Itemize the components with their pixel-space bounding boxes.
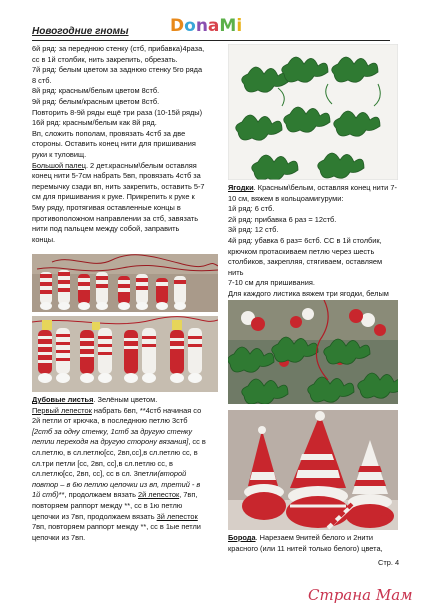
text-span: . Зелёным цветом.: [93, 395, 158, 404]
header-divider: [32, 40, 390, 41]
text-span: . Красным\белым, оставляя конец нити 7-: [253, 183, 397, 192]
text-line: см для пришивания к руке. Прикрепить к руке к: [32, 192, 195, 202]
text-line: Для каждого листика вяжем три ягодки, белым: [228, 288, 389, 298]
text-line: 2й ряд: прибавка 6 раз = 12стб.: [228, 214, 337, 224]
text-line: 9й ряд: белым/красным цветом 8стб.: [32, 96, 160, 106]
text-line: конец нити 5-7см набрать 5вп, провязать 4стб за: [32, 171, 201, 181]
text-line: нити под пальцем между собой, заправить: [32, 224, 180, 234]
brand-letter: o: [184, 16, 196, 36]
brand-letter: n: [195, 16, 208, 36]
arms-photo-1: [32, 254, 218, 312]
gnomes-photo: [228, 410, 398, 530]
text-line: [32, 437, 220, 448]
text-line: [2стб за одну стенку, 1стб за другую стенку: [32, 426, 193, 436]
text-line: 3й ряд: 12 стб.: [228, 225, 279, 235]
berries-heading: Ягодки: [228, 183, 254, 192]
text-line: сс в 1й столбик, нить закрепить, обрезать.: [32, 54, 178, 64]
brand-letter: D: [170, 16, 185, 36]
text-line: [228, 183, 398, 194]
text-line: повтор – в 6ю петлю цепочки из вп, третий - в: [32, 479, 201, 489]
text-line: цепочки из 7вп.: [32, 532, 86, 542]
site-watermark: Страна Мам: [308, 586, 413, 604]
text-line: [32, 490, 220, 501]
brand-letter: i: [236, 16, 243, 36]
text-line: крючком протаскиваем петлю через шесть: [228, 246, 375, 256]
third-petal-label: 3й лепесток: [156, 511, 198, 521]
brand-letter: a: [207, 16, 220, 36]
text-span: цепочки из 7вп, продолжаем вязать: [32, 511, 157, 521]
text-span: сл.петлю[сс, 2вп, сс], сс в сл. 3петли: [32, 469, 158, 479]
brand-logo: [170, 16, 242, 38]
beard-heading: Борода: [228, 533, 256, 542]
text-line: стороны. Оставить конец нити для пришивания: [32, 139, 196, 149]
text-line: сл.петлю, в сл.петлю[сс, 2вп,сс],в сл.петлю сс, в: [32, 447, 198, 457]
instructions-right-mid: [228, 183, 398, 310]
holly-berries-photo: [228, 300, 398, 404]
text-line: 10 см, вяжем в кольцоамигуруми:: [228, 193, 344, 203]
text-line: [32, 161, 220, 172]
text-line: [32, 469, 220, 480]
text-line: перемычку сзади вп, нить закрепить, оставить 5-7: [32, 181, 205, 191]
text-span: петли переходя на другую сторону вязания]: [32, 437, 189, 447]
text-line: 5му ряду, протягивая оставленные концы в: [32, 202, 181, 212]
text-line: [228, 533, 398, 544]
text-line: руки к туловищ.: [32, 149, 87, 159]
text-span: , 7вп,: [179, 490, 198, 500]
document-title: Новогодние гномы: [32, 26, 129, 37]
text-span: . Нарезаем 9нитей белого и 2нити: [255, 533, 374, 542]
text-span: (второй: [157, 469, 187, 479]
second-petal-label: 2й лепесток: [138, 490, 180, 500]
text-line: 7й ряд: белым цветом за заднюю стенку 5го ряда: [32, 65, 203, 75]
oak-leaves-heading: Дубовые листья: [32, 395, 94, 404]
page-number: Стр. 4: [378, 558, 400, 567]
leaves-photo: [228, 44, 398, 180]
arms-photo-2: [32, 316, 218, 392]
text-line: [32, 512, 220, 523]
instructions-left-bottom: [32, 395, 220, 543]
text-line: противоположном направлении за стб, завязать: [32, 213, 199, 223]
text-line: красного (или 11 нитей только белого) цвета,: [228, 543, 383, 553]
text-line: Повторить 8-9й ряды ещё три раза (10-15й ряды): [32, 107, 203, 117]
text-span: , сс в: [188, 437, 206, 447]
instructions-right-bottom: [228, 533, 398, 554]
thumb-heading: Большой палец: [32, 160, 86, 170]
text-line: [32, 406, 220, 417]
text-line: Вп, сложить пополам, провязать 4стб за две: [32, 128, 186, 138]
text-line: 16й ряд: красным/белым как 8й ряд.: [32, 118, 157, 128]
text-line: концы.: [32, 234, 56, 244]
text-line: 6й ряд: за переднюю стенку (стб, прибавка)4раза,: [32, 44, 205, 53]
text-span: 1й стб): [32, 490, 59, 500]
text-span: . 2 дет.красным\белым оставляя: [85, 160, 197, 170]
text-line: сл.три петли [сс, 2вп, сс],в сл.петлю сс, в: [32, 458, 173, 468]
text-line: 4й ряд: убавка 6 раз= 6стб. СС в 1й столбик,: [228, 235, 382, 245]
text-line: 8 стб.: [32, 75, 52, 85]
text-span: набрать 6вп, **4стб начиная со: [91, 405, 202, 415]
text-line: 1й ряд: 6 стб.: [228, 204, 275, 214]
instructions-left-top: [32, 44, 220, 245]
first-petal-heading: Первый лепесток: [32, 405, 92, 415]
text-line: столбиков, закрепляя, стягиваем, оставляем нить: [228, 257, 383, 277]
text-line: 7-10 см для пришивания.: [228, 278, 315, 288]
text-line: 8й ряд: красным/белым цветом 8стб.: [32, 86, 160, 96]
text-line: 2й петли от крючка, в последнюю петлю 3стб: [32, 416, 188, 426]
text-line: [32, 395, 220, 406]
text-span: **, продолжаем вязать: [58, 490, 139, 500]
text-line: повторяем раппорт между **, сс в 1ю петлю: [32, 500, 183, 510]
brand-letter: M: [219, 16, 237, 36]
text-line: 7вп, повторяем раппорт между **, сс в 1ые петли: [32, 522, 201, 532]
